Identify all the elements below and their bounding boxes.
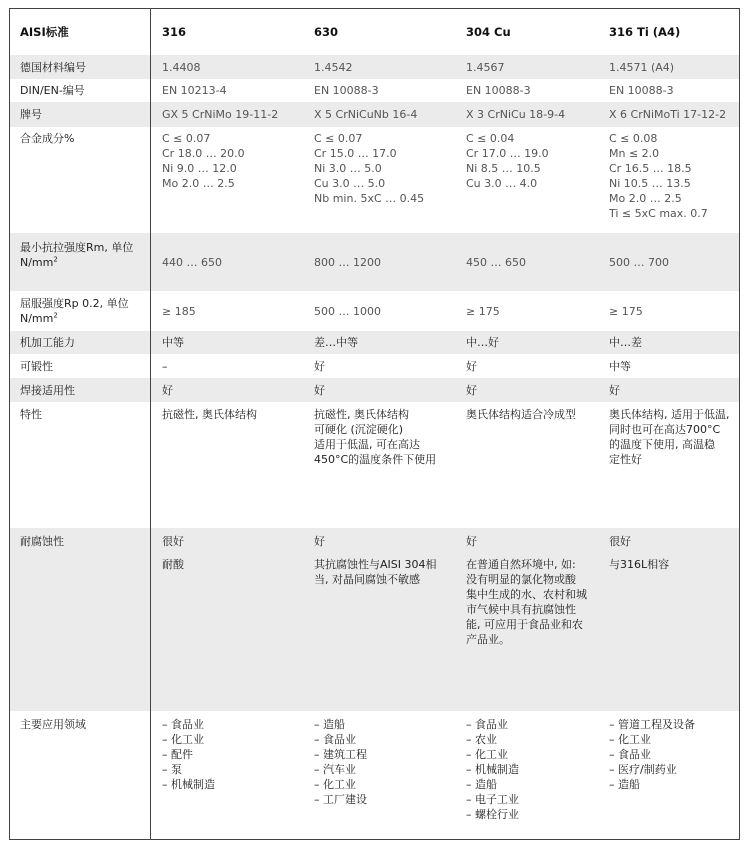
- application-item: – 食品业: [314, 733, 356, 746]
- alloy-line: Ti ≤ 5xC max. 0.7: [609, 207, 708, 220]
- cell-value-list: [162, 717, 302, 792]
- cell-value: 450 … 650: [466, 256, 526, 269]
- cell-value: ≥ 185: [162, 305, 196, 318]
- alloy-line: Ni 9.0 … 12.0: [162, 162, 237, 175]
- cell-value: 好: [466, 384, 477, 397]
- yield-label: 屈服强度Rp 0.2, 单位: [20, 297, 129, 310]
- alloy-line: Mo 2.0 … 2.5: [609, 192, 682, 205]
- unit-label: [20, 311, 145, 326]
- application-item: – 造船: [314, 718, 345, 731]
- cell-value: 好: [314, 360, 325, 373]
- unit-text: N/mm: [20, 256, 54, 269]
- cell-value: X 5 CrNiCuNb 16-4: [314, 108, 418, 121]
- cell-value-list: [162, 407, 302, 422]
- unit-exponent: 2: [53, 311, 58, 320]
- note-line: 与316L相容: [609, 558, 670, 571]
- cell-value-list: [609, 717, 737, 792]
- row-label: 德国材料编号: [20, 61, 86, 74]
- note-line: 集中生成的水、农村和城: [466, 588, 587, 601]
- table-row: [10, 402, 739, 528]
- table-row: [10, 354, 739, 378]
- cell-value: 好: [609, 384, 620, 397]
- cell-value-list: [314, 131, 460, 206]
- application-item: – 管道工程及设备: [609, 718, 695, 731]
- application-item: – 食品业: [609, 748, 651, 761]
- alloy-line: C ≤ 0.07: [162, 132, 211, 145]
- alloy-line: Cr 15.0 … 17.0: [314, 147, 397, 160]
- cell-value: 好: [466, 360, 477, 373]
- application-item: – 建筑工程: [314, 748, 367, 761]
- alloy-line: C ≤ 0.04: [466, 132, 515, 145]
- table-row: [10, 102, 739, 127]
- row-label: 合金成分%: [20, 132, 75, 145]
- cell-value-list: [609, 131, 737, 221]
- cell-value: 中…好: [466, 336, 499, 349]
- application-item: – 泵: [162, 763, 182, 776]
- note-line: 当, 对晶间腐蚀不敏感: [314, 573, 420, 586]
- alloy-line: C ≤ 0.08: [609, 132, 658, 145]
- alloy-line: Mn ≤ 2.0: [609, 147, 660, 160]
- cell-value: 好: [314, 384, 325, 397]
- corrosion-note: [466, 557, 602, 647]
- row-label: 主要应用领域: [20, 718, 86, 731]
- row-label: 耐腐蚀性: [20, 535, 64, 548]
- cell-value: 中等: [609, 360, 631, 373]
- cell-value: X 6 CrNiMoTi 17-12-2: [609, 108, 727, 121]
- alloy-line: Ni 3.0 … 5.0: [314, 162, 382, 175]
- note-line: 其抗腐蚀性与AISI 304相: [314, 558, 437, 571]
- alloy-line: Ni 8.5 … 10.5: [466, 162, 541, 175]
- application-item: – 化工业: [314, 778, 356, 791]
- application-item: – 电子工业: [466, 793, 519, 806]
- table-row: [10, 331, 739, 354]
- corrosion-note: [609, 557, 737, 572]
- cell-value: ≥ 175: [466, 305, 500, 318]
- application-item: – 造船: [609, 778, 640, 791]
- cell-value-list: [466, 131, 602, 191]
- table-row: [10, 711, 739, 839]
- cell-value-list: [609, 407, 737, 467]
- unit-exponent: 2: [53, 255, 58, 264]
- corrosion-note: [162, 557, 302, 572]
- table-row: [10, 127, 739, 233]
- header-316: 316: [162, 25, 187, 39]
- alloy-line: Cu 3.0 … 4.0: [466, 177, 538, 190]
- header-630: 630: [314, 25, 339, 39]
- cell-value: EN 10213-4: [162, 84, 227, 97]
- note-line: 市气候中具有抗腐蚀性: [466, 603, 576, 616]
- cell-value: 500 … 700: [609, 256, 669, 269]
- alloy-line: Cu 3.0 … 5.0: [314, 177, 386, 190]
- application-item: – 化工业: [466, 748, 508, 761]
- cell-value: EN 10088-3: [314, 84, 379, 97]
- row-label: 牌号: [20, 108, 42, 121]
- property-line: 抗磁性, 奥氏体结构: [314, 408, 409, 421]
- property-line: 适用于低温, 可在高达: [314, 438, 420, 451]
- cell-value: EN 10088-3: [466, 84, 531, 97]
- corrosion-rating: 很好: [162, 535, 184, 548]
- property-line: 可硬化 (沉淀硬化): [314, 423, 404, 436]
- header-316ti: 316 Ti (A4): [609, 25, 681, 39]
- table-row: [10, 233, 739, 291]
- row-label: 机加工能力: [20, 336, 75, 349]
- tensile-label: 最小抗拉强度Rm, 单位: [20, 241, 134, 254]
- cell-value: EN 10088-3: [609, 84, 674, 97]
- corrosion-rating: 很好: [609, 535, 631, 548]
- properties-table: [9, 8, 740, 840]
- corrosion-note: [314, 557, 460, 587]
- alloy-line: Nb min. 5xC … 0.45: [314, 192, 425, 205]
- note-line: 产品业。: [466, 633, 510, 646]
- application-item: – 机械制造: [162, 778, 215, 791]
- application-item: – 配件: [162, 748, 193, 761]
- note-line: 在普通自然环境中, 如:: [466, 558, 576, 571]
- unit-label: [20, 255, 145, 270]
- table-row: [10, 378, 739, 402]
- property-line: 同时也可在高达700°C: [609, 423, 721, 436]
- corrosion-rating: 好: [314, 535, 325, 548]
- note-line: 能, 可应用于食品业和农: [466, 618, 583, 631]
- application-item: – 造船: [466, 778, 497, 791]
- alloy-line: Cr 17.0 … 19.0: [466, 147, 549, 160]
- cell-value: 中等: [162, 336, 184, 349]
- cell-value: 440 … 650: [162, 256, 222, 269]
- application-item: – 螺栓行业: [466, 808, 519, 821]
- note-line: 没有明显的氯化物或酸: [466, 573, 576, 586]
- application-item: – 工厂建设: [314, 793, 367, 806]
- header-standard: AISI标准: [20, 25, 69, 39]
- row-label: [20, 296, 145, 326]
- unit-text: N/mm: [20, 312, 54, 325]
- cell-value-list: [314, 407, 460, 467]
- property-line: 抗磁性, 奥氏体结构: [162, 408, 257, 421]
- cell-value: 差…中等: [314, 336, 358, 349]
- column-divider: [150, 9, 151, 839]
- table-row: [10, 528, 739, 711]
- cell-value-list: [162, 131, 302, 191]
- cell-value-list: [466, 407, 602, 422]
- alloy-line: Cr 16.5 … 18.5: [609, 162, 692, 175]
- table-row: [10, 79, 739, 102]
- alloy-line: Mo 2.0 … 2.5: [162, 177, 235, 190]
- application-item: – 食品业: [466, 718, 508, 731]
- property-line: 的温度下使用, 高温稳: [609, 438, 715, 451]
- cell-value: ≥ 175: [609, 305, 643, 318]
- header-304cu: 304 Cu: [466, 25, 511, 39]
- cell-value: GX 5 CrNiMo 19-11-2: [162, 108, 279, 121]
- cell-value: 好: [162, 384, 173, 397]
- cell-value: 1.4542: [314, 61, 353, 74]
- application-item: – 汽车业: [314, 763, 356, 776]
- row-label: 特性: [20, 408, 42, 421]
- property-line: 450°C的温度条件下使用: [314, 453, 437, 466]
- property-line: 定性好: [609, 453, 642, 466]
- row-label: [20, 240, 145, 270]
- cell-value: 中…差: [609, 336, 642, 349]
- property-line: 奥氏体结构, 适用于低温,: [609, 408, 730, 421]
- application-item: – 医疗/制药业: [609, 763, 677, 776]
- application-item: – 化工业: [609, 733, 651, 746]
- row-label: 焊接适用性: [20, 384, 75, 397]
- application-item: – 机械制造: [466, 763, 519, 776]
- alloy-line: Ni 10.5 … 13.5: [609, 177, 691, 190]
- cell-value: 1.4408: [162, 61, 201, 74]
- cell-value: 1.4567: [466, 61, 505, 74]
- property-line: 奥氏体结构适合冷成型: [466, 408, 576, 421]
- cell-value-list: [466, 717, 602, 822]
- alloy-line: C ≤ 0.07: [314, 132, 363, 145]
- cell-value: –: [162, 360, 168, 373]
- table-header-row: [10, 9, 739, 55]
- row-label: DIN/EN-编号: [20, 84, 85, 97]
- application-item: – 农业: [466, 733, 497, 746]
- corrosion-rating: 好: [466, 535, 477, 548]
- note-line: 耐酸: [162, 558, 184, 571]
- application-item: – 化工业: [162, 733, 204, 746]
- cell-value: 800 … 1200: [314, 256, 381, 269]
- table-row: [10, 291, 739, 331]
- cell-value-list: [314, 717, 460, 807]
- row-label: 可锻性: [20, 360, 53, 373]
- alloy-line: Cr 18.0 … 20.0: [162, 147, 245, 160]
- cell-value: X 3 CrNiCu 18-9-4: [466, 108, 566, 121]
- table-row: [10, 55, 739, 79]
- application-item: – 食品业: [162, 718, 204, 731]
- cell-value: 1.4571 (A4): [609, 61, 675, 74]
- cell-value: 500 … 1000: [314, 305, 381, 318]
